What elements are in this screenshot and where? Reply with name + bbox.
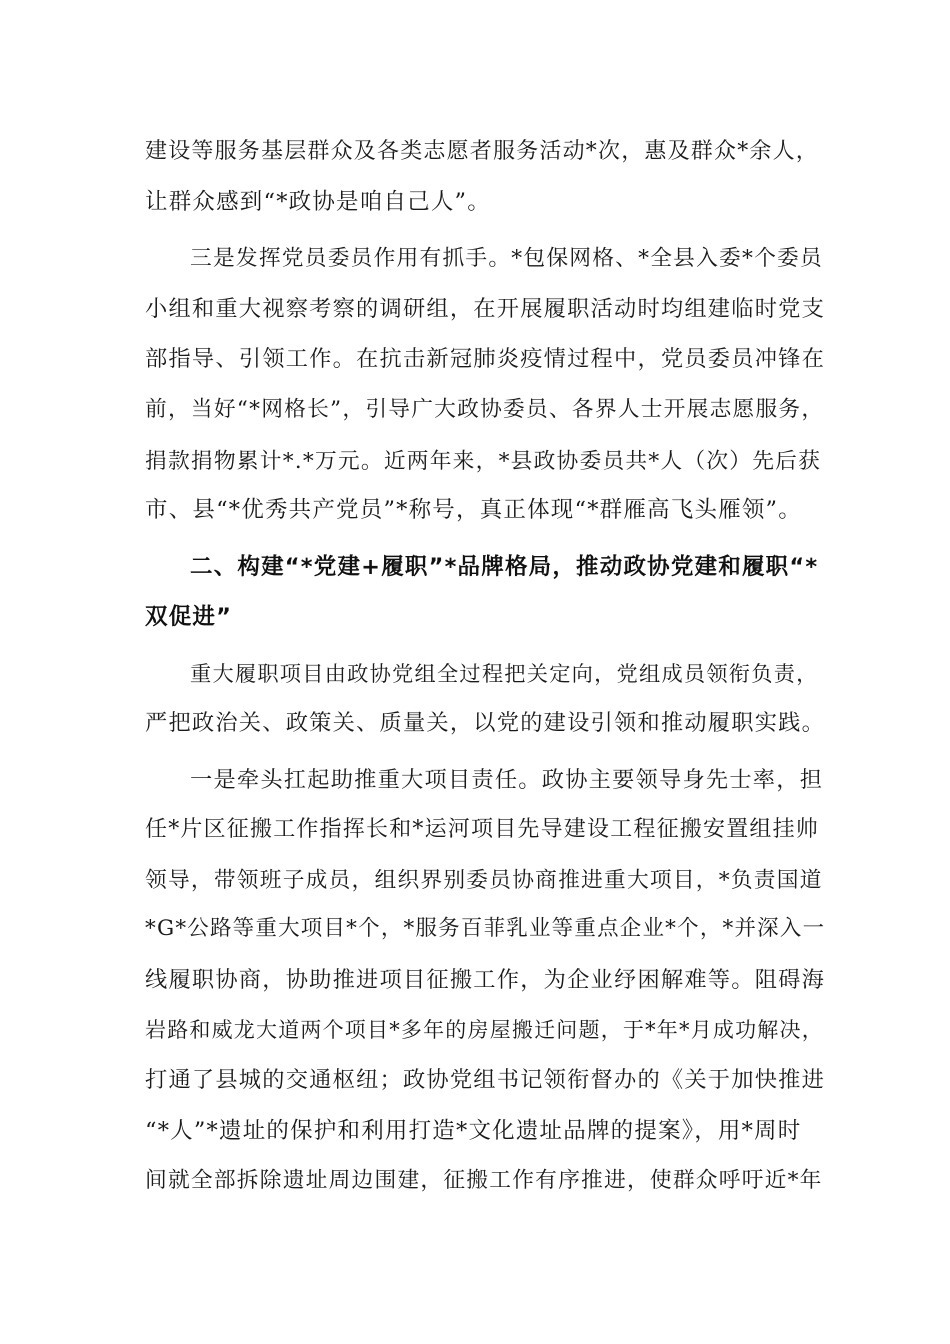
body-line: *G*公路等重大项目*个，*服务百菲乳业等重点企业*个，*并深入一 bbox=[145, 916, 826, 941]
body-line: 市、县“*优秀共产党员”*称号，真正体现“*群雁高飞头雁领”。 bbox=[145, 497, 802, 523]
body-line: 任*片区征搬工作指挥长和*运河项目先导建设工程征搬安置组挂帅 bbox=[145, 817, 820, 842]
body-line: “*人”*遗址的保护和利用打造*文化遗址品牌的提案》，用*周时 bbox=[145, 1118, 802, 1144]
body-line: 捐款捐物累计*.*万元。近两年来，*县政协委员共*人（次）先后获 bbox=[145, 449, 822, 474]
body-line: 打通了县城的交通枢纽；政协党组书记领衔督办的《关于加快推进 bbox=[145, 1067, 826, 1093]
body-line: 建设等服务基层群众及各类志愿者服务活动*次，惠及群众*余人， bbox=[145, 139, 820, 164]
body-line: 让群众感到“*政协是咱自己人”。 bbox=[145, 189, 491, 215]
body-line: 线履职协商，协助推进项目征搬工作，为企业纾困解难等。阻碍海 bbox=[145, 967, 826, 993]
body-line: 小组和重大视察考察的调研组，在开展履职活动时均组建临时党支 bbox=[145, 296, 826, 322]
body-line: 部指导、引领工作。在抗击新冠肺炎疫情过程中，党员委员冲锋在 bbox=[145, 346, 826, 372]
paragraph-first-line: 三是发挥党员委员作用有抓手。*包保网格、*全县入委*个委员 bbox=[190, 246, 823, 271]
section-heading: 双促进” bbox=[145, 604, 233, 630]
body-line: 前，当好“*网格长”，引导广大政协委员、各界人士开展志愿服务， bbox=[145, 397, 825, 422]
body-line: 严把政治关、政策关、质量关，以党的建设引领和推动履职实践。 bbox=[145, 710, 826, 736]
body-line: 间就全部拆除遗址周边围建，征搬工作有序推进，使群众呼吁近*年 bbox=[145, 1168, 823, 1193]
paragraph-first-line: 一是牵头扛起助推重大项目责任。政协主要领导身先士率，担 bbox=[190, 767, 824, 793]
body-line: 岩路和威龙大道两个项目*多年的房屋搬迁问题，于*年*月成功解决， bbox=[145, 1018, 824, 1042]
body-line: 领导，带领班子成员，组织界别委员协商推进重大项目，*负责国道 bbox=[145, 868, 823, 893]
section-heading: 二、构建“*党建+履职”*品牌格局，推动政协党建和履职“* bbox=[190, 554, 819, 580]
paragraph-first-line: 重大履职项目由政协党组全过程把关定向，党组成员领衔负责， bbox=[190, 662, 819, 687]
